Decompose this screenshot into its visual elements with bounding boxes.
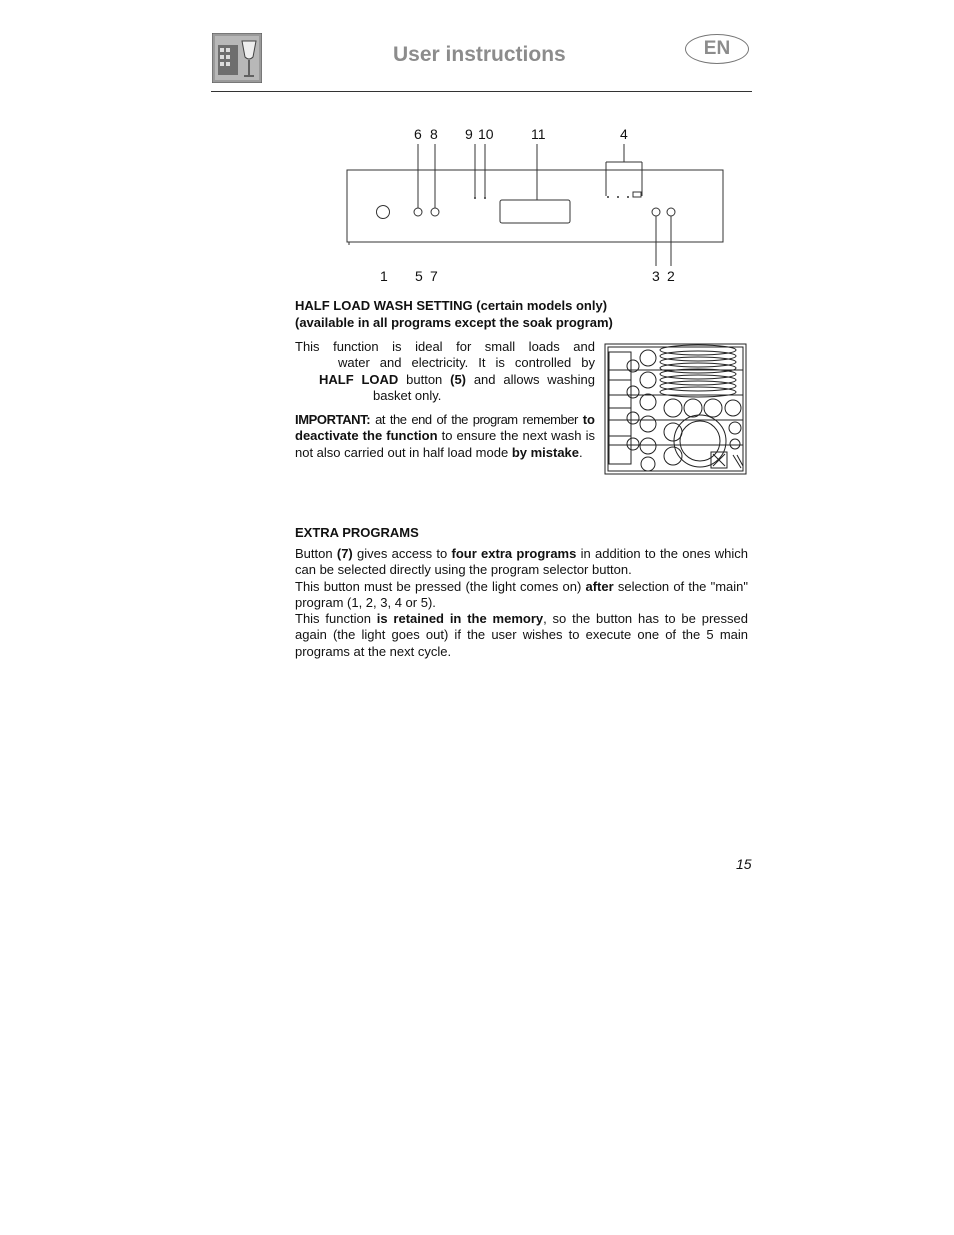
callout-5: 5 [415, 268, 423, 284]
extra-programs-paragraph-3 [295, 611, 748, 660]
callout-6: 6 [414, 126, 422, 142]
extra-text-1c: gives access to [352, 546, 452, 561]
page-number: 15 [736, 856, 752, 872]
important-bold: to deactivate the function [295, 412, 595, 444]
language-badge: EN [685, 34, 749, 64]
callout-4: 4 [620, 126, 628, 142]
half-load-line-1: This function is ideal for small loads and [295, 339, 595, 354]
extra-programs-paragraph-2 [295, 579, 748, 612]
callout-10: 10 [478, 126, 494, 142]
extra-programs-body [295, 546, 748, 660]
important-text-3: . [579, 444, 583, 460]
half-load-text-2: and allows washing [466, 371, 595, 387]
half-load-line-4: basket only. [373, 387, 442, 403]
after-bold: after [585, 578, 614, 594]
half-load-subheading: (available in all programs except the soak program) [295, 315, 613, 330]
dishwasher-glass-logo-icon [212, 33, 262, 83]
callout-11: 11 [531, 126, 546, 142]
callout-3: 3 [652, 268, 660, 284]
callout-9: 9 [465, 126, 473, 142]
half-load-basket-illustration [603, 340, 748, 477]
important-text-2: to ensure the next wash is not also carried out in half load mode [295, 428, 595, 460]
callout-8: 8 [430, 126, 438, 142]
callout-2: 2 [667, 268, 675, 284]
half-load-text: button [398, 371, 451, 387]
extra-text-2a: This button must be pressed (the light comes on) [295, 578, 586, 594]
extra-text-3a: This function [295, 611, 377, 627]
extra-programs-paragraph-1 [295, 546, 748, 579]
important-note [295, 412, 595, 461]
half-load-line-2: water and electricity. It is controlled by [338, 355, 595, 371]
extra-text-3c: , so the button has to be pressed again (the light goes out) if the user wishes to execute one of the 5 main programs at the next cycle. [295, 611, 748, 659]
control-panel-diagram [330, 118, 740, 293]
header-divider [211, 91, 752, 92]
extra-text-2c: selection of the "main" program (1, 2, 3, 4 or 5). [295, 578, 748, 610]
retained-in-memory-bold: is retained in the memory [376, 611, 544, 627]
four-extra-programs-bold: four extra programs [451, 546, 577, 561]
important-text: at the end of the program remember [370, 412, 583, 427]
important-bold-2: by mistake [511, 444, 580, 460]
half-load-bold: HALF LOAD [319, 371, 399, 387]
callout-7: 7 [430, 268, 438, 284]
important-label: IMPORTANT: [295, 412, 371, 427]
extra-text-1e: in addition to the ones which can be selected directly using the program selector button. [295, 546, 748, 578]
button-5-ref: (5) [450, 371, 466, 387]
half-load-line-3 [295, 372, 595, 388]
page-title: User instructions [393, 43, 566, 66]
callout-1: 1 [380, 268, 388, 284]
button-7-ref: (7) [336, 546, 353, 561]
half-load-paragraph [295, 339, 595, 404]
extra-programs-heading: EXTRA PROGRAMS [295, 525, 419, 540]
extra-text-1a: Button [295, 546, 337, 561]
half-load-heading: HALF LOAD WASH SETTING (certain models only) [295, 298, 608, 313]
